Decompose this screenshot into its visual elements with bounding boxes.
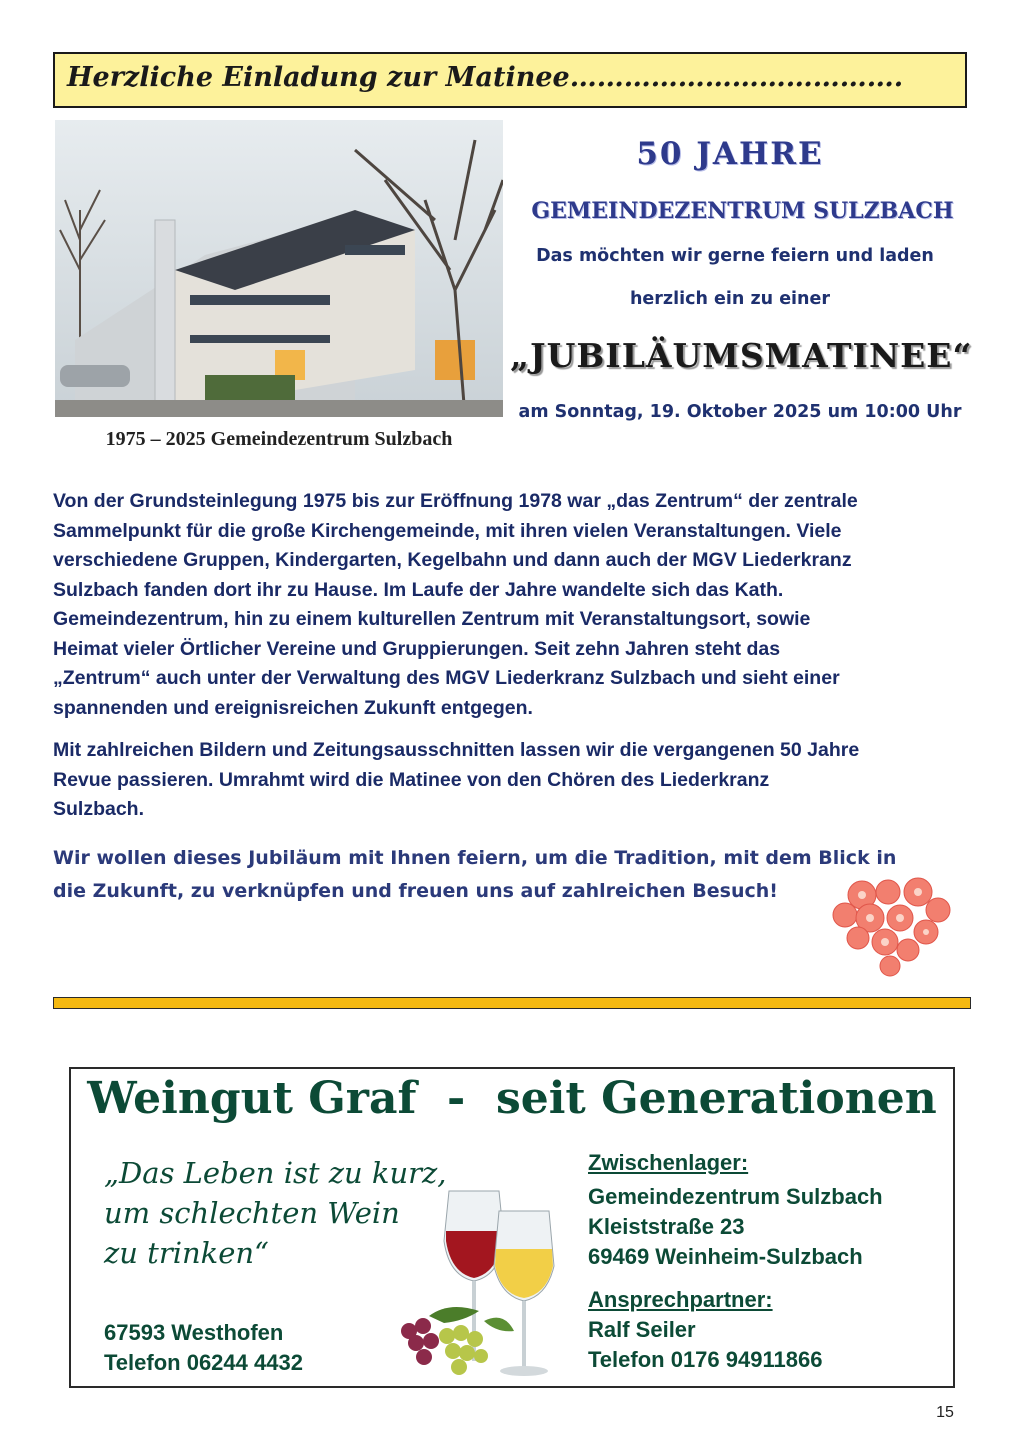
title-banner bbox=[53, 52, 967, 108]
winery-phone: Telefon 06244 4432 bbox=[104, 1350, 303, 1375]
paragraph-line: Mit zahlreichen Bildern und Zeitungsausschnitten lassen wir die vergangenen 50 Jahre bbox=[53, 739, 860, 761]
quote-line: „Das Leben ist zu kurz, bbox=[104, 1156, 447, 1190]
event-title: „JUBILÄUMSMATINEE“ bbox=[510, 336, 973, 375]
winery-contact bbox=[104, 1318, 303, 1378]
storage-line: Gemeindezentrum Sulzbach bbox=[588, 1184, 883, 1209]
event-date: am Sonntag, 19. Oktober 2025 um 10:00 Uhr bbox=[518, 402, 962, 422]
winery-postal: 67593 Westhofen bbox=[104, 1320, 284, 1345]
contact-phone: Telefon 0176 94911866 bbox=[588, 1347, 823, 1372]
anniversary-heading: 50 JAHRE bbox=[636, 136, 824, 172]
wine-glasses-icon bbox=[389, 1181, 589, 1381]
paragraph-line: Sulzbach fanden dort ihr zu Hause. Im Laufe der Jahre wandelte sich das Kath. bbox=[53, 578, 784, 601]
contact-name: Ralf Seiler bbox=[588, 1317, 696, 1342]
flower-heart-icon bbox=[830, 870, 955, 980]
quote-line: um schlechten Wein bbox=[104, 1196, 400, 1230]
contact-heading: Ansprechpartner: bbox=[588, 1287, 773, 1312]
paragraph-line: Gemeindezentrum, hin zu einem kulturellen Zentrum mit Veranstaltungsort, sowie bbox=[53, 608, 811, 630]
center-name-heading: GEMEINDEZENTRUM SULZBACH bbox=[531, 198, 954, 224]
ad-title: Weingut Graf - seit Generationen bbox=[87, 1073, 937, 1124]
storage-line: 69469 Weinheim-Sulzbach bbox=[588, 1244, 863, 1269]
closing-line: die Zukunft, zu verknüpfen und freuen uns auf zahlreichen Besuch! bbox=[53, 880, 778, 902]
paragraph-line: spannenden und ereignisreichen Zukunft entgegen. bbox=[53, 696, 533, 719]
storage-info bbox=[588, 1148, 883, 1375]
storage-line: Kleiststraße 23 bbox=[588, 1214, 745, 1239]
closing-statement bbox=[53, 842, 953, 908]
page-number: 15 bbox=[936, 1404, 954, 1421]
photo-caption: 1975 – 2025 Gemeindezentrum Sulzbach bbox=[105, 428, 453, 450]
paragraph-line: Sammelpunkt für die große Kirchengemeinde, mit ihren vielen Veranstaltungen. Viele bbox=[53, 519, 842, 542]
banner-title: Herzliche Einladung zur Matinee………………………………. bbox=[67, 62, 904, 93]
winery-advertisement bbox=[69, 1067, 955, 1388]
invitation-line-1: Das möchten wir gerne feiern und laden bbox=[536, 246, 934, 266]
storage-heading: Zwischenlager: bbox=[588, 1150, 749, 1175]
paragraph-line: verschiedene Gruppen, Kindergarten, Kegelbahn und dann auch der MGV Liederkranz bbox=[53, 549, 852, 571]
paragraph-line: Heimat vieler Örtlicher Vereine und Gruppierungen. Seit zehn Jahren steht das bbox=[53, 637, 781, 660]
paragraph-line: „Zentrum“ auch unter der Verwaltung des MGV Liederkranz Sulzbach und sieht einer bbox=[53, 667, 840, 689]
paragraph-line: Sulzbach. bbox=[53, 798, 145, 820]
program-paragraph bbox=[53, 736, 978, 825]
paragraph-line: Von der Grundsteinlegung 1975 bis zur Eröffnung 1978 war „das Zentrum“ der zentrale bbox=[53, 490, 858, 512]
quote-line: zu trinken“ bbox=[104, 1236, 269, 1270]
invitation-line-2: herzlich ein zu einer bbox=[629, 289, 831, 309]
history-paragraph bbox=[53, 487, 978, 723]
section-divider bbox=[53, 997, 971, 1009]
paragraph-line: Revue passieren. Umrahmt wird die Matinee von den Chören des Liederkranz bbox=[53, 768, 770, 791]
building-photo bbox=[55, 120, 503, 417]
closing-line: Wir wollen dieses Jubiläum mit Ihnen feiern, um die Tradition, mit dem Blick in bbox=[53, 847, 897, 869]
